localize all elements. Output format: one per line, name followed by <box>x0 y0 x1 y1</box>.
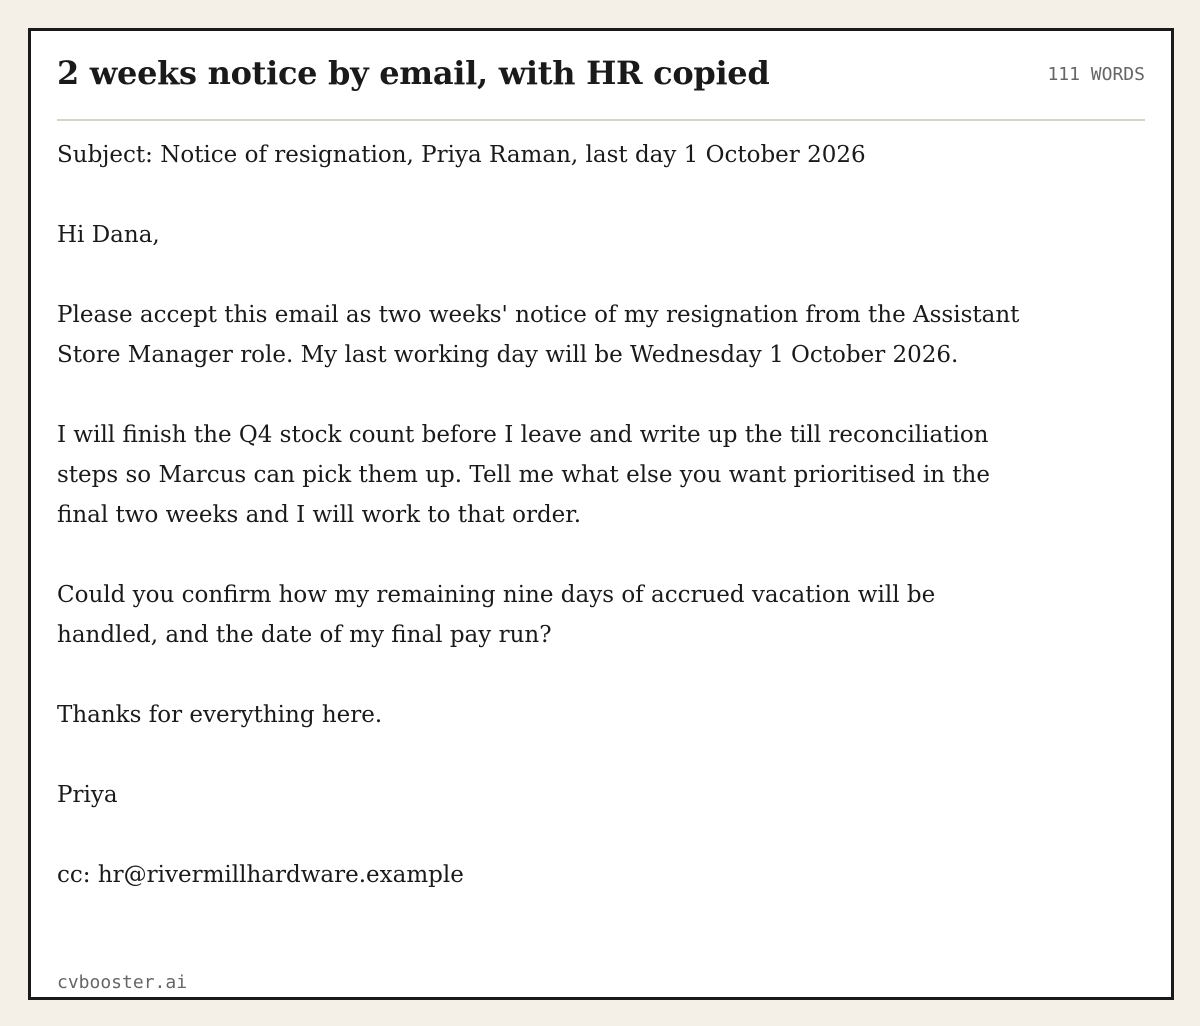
email-paragraph: Could you confirm how my remaining nine days of accrued vacation will be handled, and the date of my final pay run? <box>57 582 936 648</box>
email-paragraph: Please accept this email as two weeks' notice of my resignation from the Assistant Store Manager role. My last working day will be Wednesday 1 October 2026. <box>57 302 1020 368</box>
brand-footer: cvbooster.ai <box>57 972 188 993</box>
email-body <box>57 135 1037 935</box>
email-closing: Thanks for everything here. <box>57 702 383 728</box>
email-subject: Subject: Notice of resignation, Priya Raman, last day 1 October 2026 <box>57 142 866 168</box>
email-greeting: Hi Dana, <box>57 222 160 248</box>
letter-card <box>28 28 1174 1000</box>
email-cc-line: cc: hr@rivermillhardware.example <box>57 862 464 888</box>
word-count-badge: 111 WORDS <box>1047 64 1145 85</box>
letter-header <box>57 31 1145 121</box>
email-signature: Priya <box>57 782 118 808</box>
email-paragraph: I will finish the Q4 stock count before I leave and write up the till reconciliation steps so Marcus can pick them up. Tell me what else you want prioritised in the final two weeks and I will work to that order. <box>57 422 990 528</box>
page-title: 2 weeks notice by email, with HR copied <box>57 54 770 92</box>
